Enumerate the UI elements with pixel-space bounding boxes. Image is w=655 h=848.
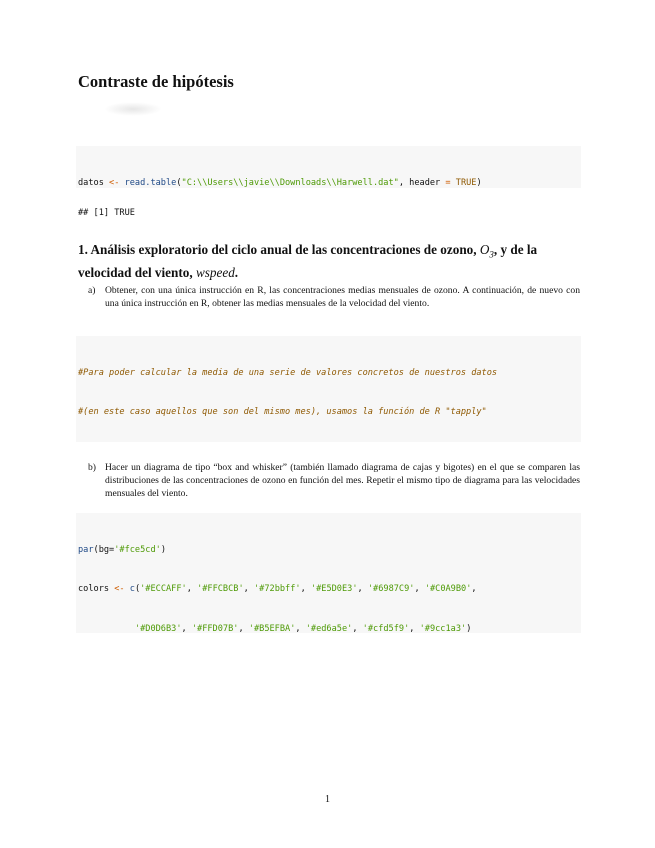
list-marker: b) bbox=[88, 462, 96, 473]
code-comment: #Para poder calcular la media de una serie de valores concretos de nuestros datos bbox=[78, 367, 498, 378]
code-block-boxplot bbox=[76, 513, 581, 633]
scan-smudge bbox=[104, 102, 162, 116]
code-block-tapply bbox=[76, 336, 581, 442]
list-item-text: Hacer un diagrama de tipo “box and whisker” (también llamado diagrama de cajas y bigotes) en el que se comparen las distribuciones de las concentraciones de ozono en función del mes. Repetir el mismo tipo de diagrama para las velocidades mensuales del viento. bbox=[105, 462, 580, 499]
list-item-a bbox=[88, 284, 580, 310]
section-heading: 1. Análisis exploratorio del ciclo anual de las concentraciones de ozono, $O_3$, y de la velocidad del viento, wspeed. bbox=[78, 242, 538, 280]
code-output: ## [1] TRUE bbox=[78, 208, 135, 218]
page-title: Contraste de hipótesis bbox=[78, 72, 234, 91]
code-line: par(bg='#fce5cd') bbox=[78, 544, 166, 555]
code-comment: #(en este caso aquellos que son del mismo mes), usamos la función de R "tapply" bbox=[78, 407, 487, 418]
list-item-b bbox=[88, 461, 580, 500]
code-line: colors <- c('#ECCAFF', '#FFCBCB', '#72bbff', '#E5D0E3', '#6987C9', '#C0A9B0', bbox=[78, 584, 477, 595]
list-marker: a) bbox=[88, 285, 96, 296]
page-number: 1 bbox=[325, 794, 330, 805]
code-block-read-data bbox=[76, 146, 581, 188]
list-item-text: Obtener, con una única instrucción en R, las concentraciones medias mensuales de ozono. A continuación, de nuevo con una única instrucción en R, obtener las medias mensuales de la velocidad del viento. bbox=[105, 285, 580, 309]
code-line: '#D0D6B3', '#FFD07B', '#B5EFBA', '#ed6a5e', '#cfd5f9', '#9cc1a3') bbox=[134, 624, 472, 633]
code-line: datos <- read.table("C:\\Users\\javie\\Downloads\\Harwell.dat", header = TRUE) bbox=[78, 177, 482, 188]
